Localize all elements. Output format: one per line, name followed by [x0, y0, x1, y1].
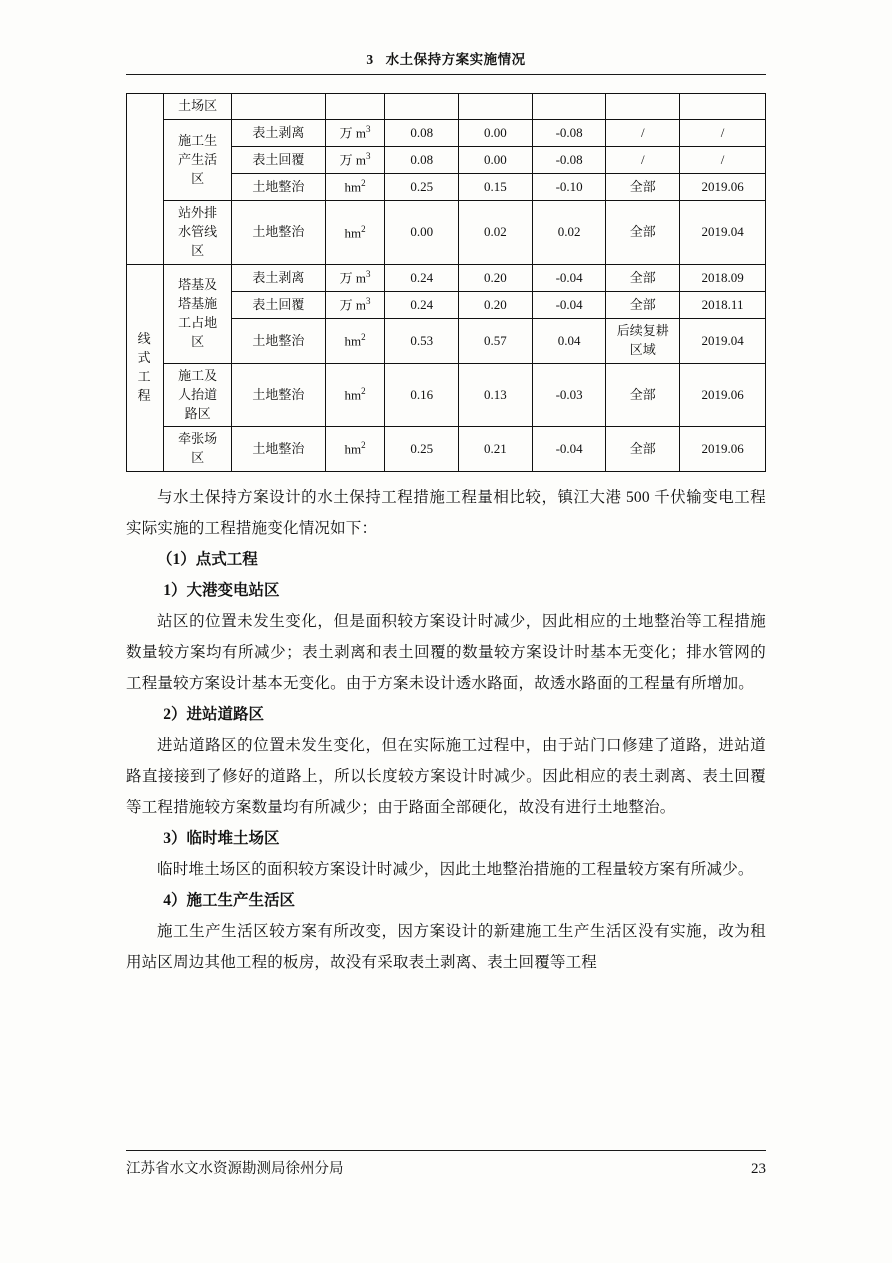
row-name: 塔基及 塔基施 工占地 区: [164, 264, 232, 363]
row-value-3: -0.08: [532, 119, 606, 146]
row-unit: [325, 94, 385, 120]
row-value-1: 0.25: [385, 174, 459, 201]
row-date: /: [680, 119, 766, 146]
row-date: 2019.06: [680, 174, 766, 201]
row-name: 土场区: [164, 94, 232, 120]
running-header: [126, 48, 766, 75]
row-value-1: 0.53: [385, 319, 459, 364]
group-cell-line-works: 线 式 工 程: [127, 264, 164, 471]
row-value-1: 0.08: [385, 119, 459, 146]
row-measure: 表土剥离: [231, 119, 325, 146]
row-value-3: [532, 94, 606, 120]
heading-item-1: 1）大港变电站区: [163, 582, 280, 600]
heading-point-works: （1）点式工程: [157, 551, 258, 569]
row-value-1: [385, 94, 459, 120]
heading-item-4: 4）施工生产生活区: [163, 892, 295, 910]
row-scope: 全部: [606, 292, 680, 319]
row-value-2: 0.00: [459, 147, 533, 174]
row-value-3: -0.03: [532, 363, 606, 427]
row-value-3: -0.04: [532, 292, 606, 319]
row-measure: 土地整治: [231, 427, 325, 472]
group-cell-blank: [127, 94, 164, 265]
row-measure: 表土回覆: [231, 147, 325, 174]
paragraph-intro: 与水土保持方案设计的水土保持工程措施工程量相比较，镇江大港 500 千伏输变电工程实际实施的工程措施变化情况如下：: [126, 489, 766, 538]
engineering-quantity-table: [126, 93, 766, 472]
row-name: 站外排 水管线 区: [164, 201, 232, 265]
row-measure: 土地整治: [231, 319, 325, 364]
paragraph-item-4: 施工生产生活区较方案有所改变，因方案设计的新建施工生产生活区没有实施，改为租用站区周边其他工程的板房，故没有采取表土剥离、表土回覆等工程: [126, 923, 766, 972]
row-date: 2019.04: [680, 201, 766, 265]
paragraph-item-2: 进站道路区的位置未发生变化，但在实际施工过程中，由于站门口修建了道路，进站道路直接接到了修好的道路上，所以长度较方案设计时减少。因此相应的表土剥离、表土回覆等工程措施较方案数量均有所减少；由于路面全部硬化，故没有进行土地整治。: [126, 737, 766, 817]
row-measure: 表土剥离: [231, 264, 325, 291]
row-unit: $hm^2$: [325, 363, 385, 427]
row-measure: 土地整治: [231, 174, 325, 201]
header-section-number: 3: [366, 52, 374, 67]
row-value-1: 0.24: [385, 292, 459, 319]
row-unit: 万 $m^3$: [325, 292, 385, 319]
row-measure: 土地整治: [231, 363, 325, 427]
row-scope: [606, 94, 680, 120]
row-scope: 后续复耕 区域: [606, 319, 680, 364]
footer-organization: 江苏省水文水资源勘测局徐州分局: [126, 1161, 344, 1177]
row-value-2: [459, 94, 533, 120]
row-unit: 万 $m^3$: [325, 147, 385, 174]
row-unit: $hm^2$: [325, 427, 385, 472]
row-scope: 全部: [606, 264, 680, 291]
row-value-2: 0.57: [459, 319, 533, 364]
row-value-1: 0.24: [385, 264, 459, 291]
row-unit: $hm^2$: [325, 201, 385, 265]
table-row: [127, 201, 766, 265]
row-measure: 表土回覆: [231, 292, 325, 319]
row-value-3: 0.04: [532, 319, 606, 364]
header-section-title: 水土保持方案实施情况: [385, 52, 526, 67]
row-scope: 全部: [606, 201, 680, 265]
row-value-2: 0.13: [459, 363, 533, 427]
row-value-3: -0.10: [532, 174, 606, 201]
row-date: 2019.04: [680, 319, 766, 364]
row-value-3: -0.04: [532, 427, 606, 472]
row-scope: /: [606, 147, 680, 174]
row-date: [680, 94, 766, 120]
row-scope: 全部: [606, 363, 680, 427]
row-date: 2018.09: [680, 264, 766, 291]
row-name: 牵张场 区: [164, 427, 232, 472]
row-value-1: 0.25: [385, 427, 459, 472]
row-value-3: -0.08: [532, 147, 606, 174]
row-scope: 全部: [606, 174, 680, 201]
row-unit: $hm^2$: [325, 174, 385, 201]
paragraph-item-1: 站区的位置未发生变化，但是面积较方案设计时减少，因此相应的土地整治等工程措施数量较方案均有所减少；表土剥离和表土回覆的数量较方案设计时基本无变化；排水管网的工程量较方案设计基本无变化。由于方案未设计透水路面，故透水路面的工程量有所增加。: [126, 613, 766, 693]
row-name: 施工生 产生活 区: [164, 119, 232, 201]
row-value-2: 0.02: [459, 201, 533, 265]
page-content: [126, 48, 766, 978]
table-row: [127, 264, 766, 291]
row-date: /: [680, 147, 766, 174]
row-value-2: 0.20: [459, 264, 533, 291]
row-date: 2018.11: [680, 292, 766, 319]
row-unit: $hm^2$: [325, 319, 385, 364]
table-row: [127, 94, 766, 120]
row-measure: 土地整治: [231, 201, 325, 265]
row-value-2: 0.00: [459, 119, 533, 146]
row-date: 2019.06: [680, 427, 766, 472]
table-row: [127, 119, 766, 146]
paragraph-item-3: 临时堆土场区的面积较方案设计时减少，因此土地整治措施的工程量较方案有所减少。: [157, 861, 754, 879]
row-value-1: 0.16: [385, 363, 459, 427]
row-value-2: 0.15: [459, 174, 533, 201]
row-value-1: 0.08: [385, 147, 459, 174]
table-row: [127, 427, 766, 472]
row-scope: /: [606, 119, 680, 146]
row-value-3: -0.04: [532, 264, 606, 291]
row-value-3: 0.02: [532, 201, 606, 265]
heading-item-2: 2）进站道路区: [163, 706, 264, 724]
row-date: 2019.06: [680, 363, 766, 427]
heading-item-3: 3）临时堆土场区: [163, 830, 280, 848]
row-unit: 万 $m^3$: [325, 119, 385, 146]
table-row: [127, 363, 766, 427]
row-value-1: 0.00: [385, 201, 459, 265]
page-footer: [126, 1150, 766, 1178]
footer-page-number: 23: [751, 1161, 766, 1177]
row-unit: 万 $m^3$: [325, 264, 385, 291]
row-value-2: 0.21: [459, 427, 533, 472]
row-value-2: 0.20: [459, 292, 533, 319]
row-name: 施工及 人抬道 路区: [164, 363, 232, 427]
row-scope: 全部: [606, 427, 680, 472]
row-measure: [231, 94, 325, 120]
